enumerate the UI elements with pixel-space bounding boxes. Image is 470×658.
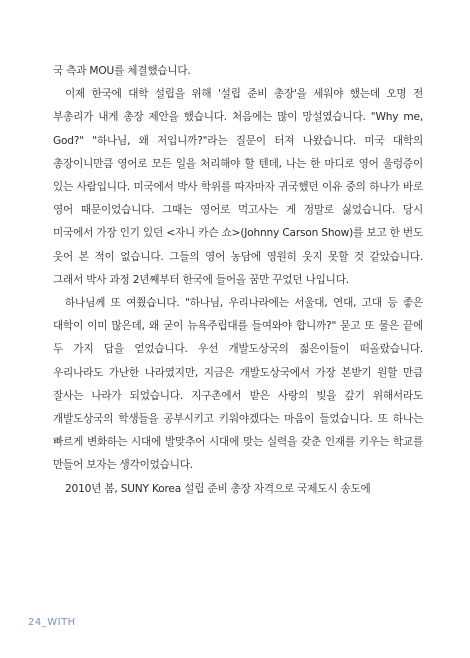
footer-separator: _ xyxy=(41,617,48,628)
paragraph: 이제 한국에 대학 설립을 위해 '설립 준비 총장'을 세워야 했는데 오명 전 부총리가 내게 총장 제안을 했습니다. 처음에는 많이 망설였습니다. "Why me, God?" "하나님, 왜 저입니까?"라는 질문이 터져 나왔습니다. 미국 대학의 총장이니만큼 영어로 모든 일을 처리해야 할 텐데, 나는 한 마디로 영어 울렁증이 있는 사람입니다. 미국에서 박사 학위를 따자마자 귀국했던 이유 중의 하나가 바로 영어 때문이었습니다. 그때는 영어로 먹고사는 게 정말로 싫었습니다. 당시 미국에서 가장 인기 있던 <자니 카슨 쇼>(Johnny Carson Show)를 보고 한 번도 웃어 본 적이 없습니다. 그들의 영어 농담에 영원히 웃지 못할 것 같았습니다. 그래서 박사 과정 2년째부터 한국에 들어올 꿈만 꾸었던 나입니다. xyxy=(53,88,423,286)
page-number: 24 xyxy=(28,617,42,628)
article-body xyxy=(53,60,423,501)
page-footer xyxy=(28,617,76,628)
paragraph: 하나님께 또 여쭸습니다. "하나님, 우리나라에는 서울대, 연대, 고대 등 좋은 대학이 이미 많은데, 왜 굳이 뉴욕주립대를 들여와야 합니까?" 묻고 또 물은 끝에 두 가지 답을 얻었습니다. 우선 개발도상국의 젊은이들이 떠올랐습니다. 우리나라도 가난한 나라였지만, 지금은 개발도상국에서 가장 본받기 원할 만큼 잘사는 나라가 되었습니다. 지구촌에서 받은 사랑의 빚을 갚기 위해서라도 개발도상국의 학생들을 공부시키고 키워야겠다는 마음이 들었습니다. 또 하나는 빠르게 변화하는 시대에 발맞추어 시대에 맞는 실력을 갖춘 인재를 키우는 학교를 만들어 보자는 생각이었습니다. xyxy=(53,297,423,472)
paragraph: 국 측과 MOU를 체결했습니다. xyxy=(53,65,191,77)
paragraph: 2010년 봄, SUNY Korea 설립 준비 총장 자격으로 국제도시 송도에 xyxy=(65,482,371,495)
section-name: WITH xyxy=(47,617,76,628)
